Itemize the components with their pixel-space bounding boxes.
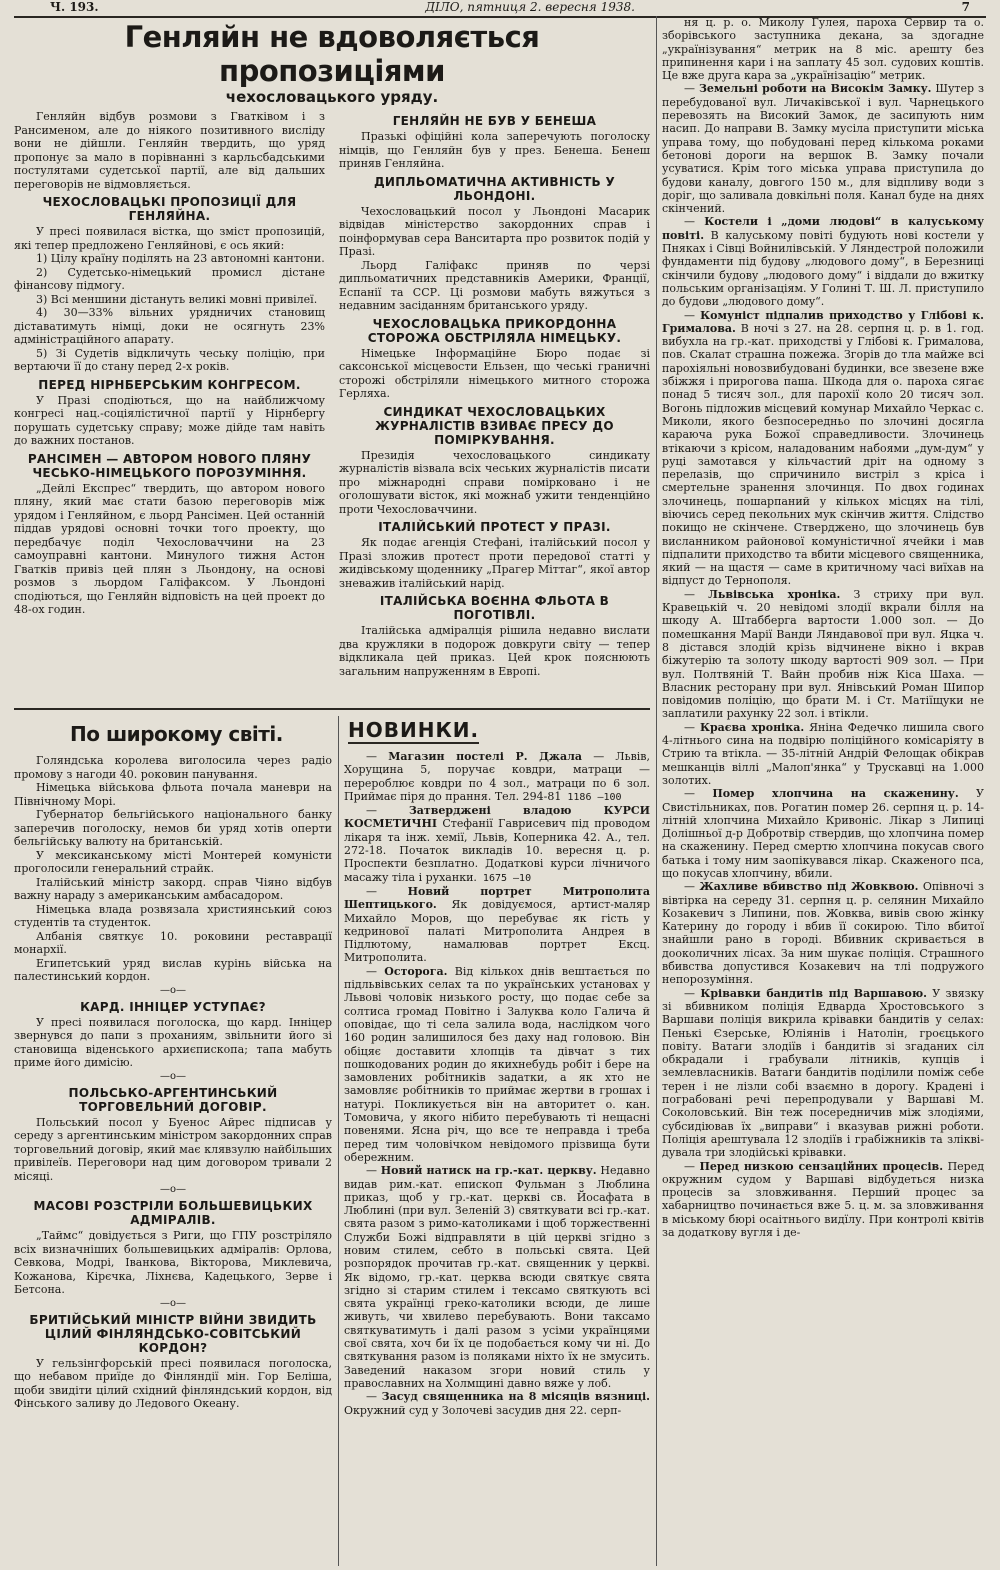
- item-dash: —: [684, 720, 700, 734]
- novynky-section: [344, 714, 650, 1417]
- paragraph: У гельзінгфорській пресі появилася поголоска, що небавом приїде до Фінляндії мін. Гор Беліша, щоби звидіти цілий східний фінляндський кордон, від Фінського заливу до Ледового Океану.: [14, 1356, 332, 1410]
- item-dash: —: [366, 1390, 382, 1404]
- article-heading: СИНДИКАТ ЧЕХОСЛОВАЦЬКИХ ЖУРНАЛІСТІВ ВЗИВАЄ ПРЕСУ ДО ПОМІРКУВАННЯ.: [375, 404, 614, 447]
- paragraph: Італійська адміралція рішила недавно вислати два кружляки в подорож довкруги світу — тепер відкликала цей приказ. Цей крок пояснюють загальним напруженням в Европі.: [339, 624, 650, 678]
- item-dash: —: [684, 308, 701, 322]
- item-dash: —: [366, 964, 385, 978]
- paragraph: Німецька влада розвязала християнський союз студентів та студенток.: [14, 902, 332, 929]
- news-item: [662, 82, 984, 215]
- world-section: [14, 714, 332, 1411]
- item-dash: —: [684, 1159, 700, 1173]
- column-rule: [338, 716, 339, 1566]
- item-dash: —: [684, 787, 713, 801]
- news-item: [662, 588, 984, 721]
- subheadline: чехословацького уряду.: [225, 88, 439, 106]
- item-dash: —: [366, 1164, 381, 1178]
- separator: —o—: [159, 1184, 187, 1195]
- lead-column-2: [339, 110, 650, 678]
- item-title: Крівавки бандитів під Варшавою.: [700, 986, 927, 1000]
- paragraph: 3) Всі меншини дістануть великі мовні привілеї.: [36, 292, 318, 306]
- right-column: [662, 16, 984, 1239]
- item-title: Засуд священника на 8 місяців вязниці.: [381, 1390, 650, 1404]
- paragraph: Албанія святкує 10. роковини реставрації монархії.: [14, 929, 332, 956]
- separator: —o—: [159, 984, 187, 996]
- paragraph: У пресі появилася поголоска, що кард. Інніцер звернувся до папи з проханиям, звільнити його зі становища віденського архиєпископа; тапа мабуть приме його димісію.: [14, 1015, 332, 1069]
- paragraph: 4) 30—33% вільних урядничих становищ діставатимуть німці, доки не осягнуть 23% адміністраційного апарату.: [14, 306, 325, 346]
- lead-column-1: [14, 110, 325, 678]
- article-heading: МАСОВІ РОЗСТРІЛИ БОЛЬШЕВИЦЬКИХ АДМІРАЛІВ.: [33, 1199, 313, 1227]
- paragraph: Льорд Галіфакс приняв по черзі дипльоматичних представників Америки, Франції, Еспанії та ССР. Ці розмови мабуть вяжуться з недавним засіданням британського уряду.: [339, 258, 650, 312]
- article-heading: ІТАЛІЙСЬКА ВОЄННА ФЛЬОТА В ПОГОТІВЛІ.: [379, 594, 610, 622]
- column-rule: [656, 16, 657, 1566]
- news-item: [344, 965, 650, 1164]
- section-divider: [14, 708, 650, 710]
- separator: —o—: [159, 1297, 187, 1309]
- paragraph: Египетський уряд вислав курінь війська на палестинський кордон.: [14, 956, 332, 983]
- item-dash: —: [684, 215, 705, 229]
- item-text: В ночі з 27. на 28. серпня ц. р. в 1. год. вибухла на гр.-кат. приходстві у Глібові к. Грималова, пов. Скалат страшна пожежа. Згорів до тла майже всі парохіяльні новозвибудовані будинки, все звезене вже збіжжя і прирогова паша. Шкода для о. пароха сягає понад 5 тисяч зол., для парохії коло 20 тисяч зол. Вогонь підложив місцевий комунар Михайло Черкас с. Миколи, якого безпосередньо по злочині досягла караюча рука Божої справедливости. Злочинець втікаючи з крісом, наладованим набоями „дум-дум“ у руці замотався у кільчастий дріт на одному з перелазів, що спричинило вистріл з кріса і смертельне зранення злочинця. По двох годинах злочинець, пошарпаний у кількох місцях на тілі, віючись серед пекольних мук скінчив життя. Слідство покищо не скінчене. Стверджено, що злочинець був висланником районової комуністичної ячейки і мав підпалити приходство та вбити місцевого священника, який — на щастя — саме в критичному часі виїхав на відпуст до Тернополя.: [662, 321, 985, 588]
- item-title: Земельні роботи на Високім Замку.: [698, 82, 932, 96]
- item-title: Затверджені владою КУРСИ КОСМЕТИЧНІ: [344, 804, 650, 831]
- article-heading: ПОЛЬСЬКО-АРГЕНТИНСЬКИЙ ТОРГОВЕЛЬНИЙ ДОГОВІР.: [68, 1085, 278, 1114]
- page-number: Ч. 193.: [50, 0, 99, 14]
- article-heading: ІТАЛІЙСЬКИЙ ПРОТЕСТ У ПРАЗІ.: [378, 520, 611, 534]
- item-dash: —: [684, 82, 699, 96]
- news-item: [344, 885, 650, 965]
- item-text: Стефанії Гаврисевич під проводом лікаря та інж. хемії, Львів, Коперника 42. А., тел. 272-18. Початок викладів 10. вересня ц. р. Проспекти безплатно. Додаткові курси лічничого масажу тіла і руханки.: [344, 817, 650, 884]
- news-item: [662, 721, 984, 787]
- item-title: Краєва хроніка.: [699, 720, 805, 734]
- ad-code: 1675 —10: [476, 872, 532, 884]
- item-dash: —: [684, 986, 701, 1000]
- paragraph: У Празі сподіються, що на найближчому конгресі нац.-соціялістичної партії у Нірнбергу порушать судетську справу; може дійде там навіть до важних постанов.: [14, 393, 325, 447]
- item-text: Яніна Федечко лишила свого 4-літнього сина на подвірю поліційного комісаріяту в Стрию та втікла. — 35-літній Андрій Фелощак обікрав мешканців віллі „Малоп'янка“ у Трускавці на 1.000 золотих.: [662, 720, 985, 787]
- paragraph: „Дейлі Експрес“ твердить, що автором нового пляну, який має стати базою переговорів між урядом і Генляйном, є льорд Рансімен. Цей останній піддав урядові основні точки того проекту, що передбачує поділ Чехословаччини на 23 самоуправні кантони. Минулого тижня Астон Гватків привіз цей плян з Льондону, на основі розмов з льордом Галіфаксом. У Льондоні сподіються, що Генляйн відповість на цей проект до 48-ох годин.: [14, 481, 325, 616]
- novynky-title: НОВИНКИ.: [348, 718, 480, 742]
- item-dash: —: [366, 884, 408, 898]
- paragraph: Голяндська королева виголосила через радіо промову з нагоди 40. роковин панування.: [14, 754, 332, 781]
- news-item: [344, 1390, 650, 1417]
- news-item: [662, 880, 984, 986]
- lead-article: [14, 16, 650, 678]
- paragraph: Як подає агенція Стефані, італійський посол у Празі зложив протест проти передової статті у жидівському щоденнику „Прагер Міттаг“, якої автор зневажив італійський нарід.: [339, 536, 650, 590]
- item-title: Львівська хроніка.: [708, 587, 841, 601]
- paragraph: „Таймс“ довідується з Риги, що ГПУ розстріляло всіх визначніших большевицьких адміралів: Орлова, Севкова, Модрі, Іванкова, Вікторова, Миклевича, Кожанова, Кірєчка, Ліхнєва, Кадецького, Зерве і Бетсона.: [14, 1229, 332, 1296]
- article-heading: КАРД. ІННІЦЕР УСТУПАЄ?: [80, 999, 266, 1014]
- world-title: По широкому світі.: [70, 722, 283, 746]
- item-text: У звязку зі вбивником поліція Едварда Хростовського з Варшави поліція викрила крівавки бандитів у селах: Пенькі Єзерське, Юліянів і Натолін, гроєцького повіту. Ватаги злодіїв і бандитів зі згаданих сіл обкрадали і грабували літників, купців і землевласників. Ватаги бандитів поділили поміж себе терен і не лізли собі взаємно в дорогу. Крадені і пограбовані речі перепродували у Варшаві М. Соколовський. Він теж посередничив між злодіями, субсидіював їх „виправи“ і вказував рижні роботи. Поліція арештувала 12 злодіїв і грабіжників та зліквідувала три злодійські крівавки.: [662, 986, 985, 1160]
- item-text: Перед окружним судом у Варшаві відбудеться низка процесів за зловживання. Перший процес за хабарництво починається вже 5. ц. м. за зловживання в міському бюрі осаітнього видїлу. При контролі квітів за додаткову вугля і де-: [662, 1159, 985, 1240]
- article-heading: РАНСІМЕН — АВТОРОМ НОВОГО ПЛЯНУ ЧЕСЬКО-НІМЕЦЬКОГО ПОРОЗУМІННЯ.: [27, 451, 312, 480]
- paragraph: 1) Цілу країну поділять на 23 автономні кантони.: [36, 252, 325, 265]
- paragraph: Празькі офіційні кола заперечують поголоску німців, що Генляйн був у през. Бенеша. Бенеш приняв Генляйна.: [339, 130, 650, 170]
- item-title: Новий портрет Митрополита Шептицького.: [344, 884, 650, 912]
- date-line: ДІЛО, пятниця 2. вересня 1938.: [425, 0, 635, 14]
- news-item: [662, 16, 984, 82]
- paragraph: Італійський міністр закорд. справ Чіяно відбув важну нараду з американським амбасадором.: [14, 875, 332, 902]
- paragraph: Німецьке Інформаційне Бюро подає зі саксонської місцевости Ельзен, що чеські граничні сторожі обстріляли німецького митного сторожа Герляха.: [339, 346, 650, 400]
- paragraph: Генляйн відбув розмови з Гватківом і з Рансименом, але до ніякого позитивного вислідy вони не дійшли. Генляйн твердить, що уряд пропонує за мало в порівнанні з карльсбадськими постулятами судетської партії, але від дальших переговорів не відмовляється.: [14, 110, 325, 191]
- paragraph: Німецька військова фльота почала маневри на Північному Морі.: [14, 781, 332, 808]
- article-heading: БРИТІЙСЬКИЙ МІНІСТР ВІЙНИ ЗВИДИТЬ ЦІЛИЙ ФІНЛЯНДСЬКО-СОВІТСЬКИЙ КОРДОН?: [29, 1312, 317, 1355]
- item-title: Костели і „доми людові“ в калуському повіті.: [662, 215, 984, 242]
- item-text: Окружний суд у Золочеві засудив дня 22. серп-: [344, 1403, 622, 1417]
- novynky-items: [344, 750, 650, 1417]
- item-title: Перед низкою сензаційних процесів.: [699, 1159, 944, 1173]
- item-text: В калуському повіті будують нові костели у Пняках і Сівці Войнилівській. У Ляндестрой положили фундаменти під будову „людового дому“, в Березниці скінчили будову „людового дому“ і віддали до вжитку польським організаціям. У Голині Т. Ш. Л. приступило до будови „людового дому“.: [662, 228, 984, 309]
- item-dash: —: [684, 587, 709, 601]
- paragraph: 5) Зі Судетів відкличуть чеську поліцію, при вертаючи її до стану перед 2-х років.: [14, 346, 325, 373]
- paragraph: Польський посол у Буенос Айрес підписав у середу з аргентинським міністром закордонних справ торговельний договір, який має клявзулю найбільших привілеїв. Переговори над цим договором тривали 2 місяці.: [14, 1115, 332, 1183]
- paragraph: Президія чехословацького синдикату журналістів візвала всіх чеських журналістів писати про міжнародні справи поміркованo і не оголошувати вісток, які можнаб ужити тенденційно проти Чехословаччини.: [339, 448, 650, 516]
- item-text: Шутер з перебудованої вул. Личаківської і вул. Чарнецького перевозять на Високий Замок, де засипують ним насип. До направи В. Замку мусіла приступити міська управа тому, що побудовані перед кількома роками бетонові дороги на вершок В. Замку почали усуватися. Крім того міська управа приступила до будови каналу, довгого 150 м., для відпливу води з доріг, що заливала довкільні поля. Канал буде на днях скінчений.: [662, 82, 985, 216]
- article-heading: ЧЕХОСЛОВАЦЬКІ ПРОПОЗИЦІЇ ДЛЯ ГЕНЛЯЙНА.: [42, 195, 297, 223]
- item-text: ня ц. р. о. Миколу Гулея, пароха Сервир та о. зборівського заступника декана, за здогадне „українізування“ метрик на 8 міс. арешту без припинення кари і на заплату 45 зол. судових коштів. Це вже друга кара за „українізацію“ метрик.: [662, 16, 984, 83]
- item-dash: —: [684, 880, 700, 894]
- item-title: Новий натиск на гр.-кат. церкву.: [380, 1164, 597, 1178]
- item-title: Помер хлопчина на скаженину.: [712, 787, 959, 801]
- item-title: Жахливе вбивство під Жовквою.: [699, 880, 919, 894]
- paragraph: У пресі появилася вістка, що зміст пропозицій, які тепер предложено Генляйнові, є ось який:: [14, 225, 325, 252]
- paragraph: 2) Судетсько-німецький промисл дістане фінансову підмогу.: [14, 265, 325, 292]
- item-title: Магазин постелі Р. Джала: [388, 750, 583, 763]
- news-item: [662, 987, 984, 1160]
- corner-mark: 7: [961, 0, 970, 14]
- item-title: Комуніст підпалив приходство у Глібові к. Грималова.: [662, 308, 985, 335]
- news-item: [662, 309, 984, 588]
- item-text: Як довідуємося, артист-маляр Михайло Моров, що перебуває як гість у кедринової палаті Митрополита Андрея в Підлютому, намалював портрет Ексц. Митрополита.: [344, 898, 651, 965]
- headline: Генляйн не вдоволяється пропозиціями: [124, 20, 540, 88]
- right-items: [662, 16, 984, 1239]
- world-items: [14, 754, 332, 1411]
- news-item: [344, 750, 650, 804]
- article-heading: ДИПЛЬОМАТИЧНА АКТИВНІСТЬ У ЛЬОНДОНІ.: [373, 174, 616, 203]
- paragraph: Губернатор бельгійського національного банку заперечив поголоску, немов би уряд хотів оперти бельгійську валюту на британській.: [14, 808, 332, 848]
- item-text: Від кількох днів вештається по підльвівських селах та по українських установах у Львові чоловік низького росту, що подає себе за солтиса громад Повітно і Залуква коло Галича й оповідає, що ті села залила вода, наслідком чого 160 родин залишилося без даху над головою. Він обіцяє доставити хлопців та дівчат з тих пошкодованих родин до якихнебудь робіт і бере на замовлених робітників задатки, а як хто не замовляє робітників тo приймає жертви в грошах і натурі. Покликується він на авторитет о. кан. Томовича, у якого нібито перебувають ті нещасні повенями. Ясна річ, що все те неправда і треба перед тим чоловічком невідомого прізвища бути обережним.: [344, 964, 651, 1164]
- item-dash: —: [366, 750, 389, 763]
- news-item: [344, 1164, 650, 1390]
- item-title: Осторога.: [384, 964, 448, 978]
- paragraph: У мексиканському місті Монтерей комуністи проголосили генеральний страйк.: [14, 848, 332, 875]
- news-item: [662, 1160, 984, 1240]
- paragraph: Чехословацький посол у Льондоні Масарик відвідав міністерство закордонних справ і поінформував сера Ванситарта про розвиток подій у Празі.: [339, 204, 650, 258]
- article-heading: ГЕНЛЯЙН НЕ БУВ У БЕНЕША: [392, 114, 597, 128]
- news-item: [662, 787, 984, 880]
- item-dash: —: [366, 804, 409, 818]
- item-text: Опівночі з вівтірка на середу 31. серпня ц. р. селянин Михайло Козакевич з Липини, пов. Жовква, вивів свою жінку Катерину до городу і вбив її сокирою. Тіло вбитої знайшли рано в городі. Вбивник скривається в дооколичних лісах. За ним шукає поліція. Страшного вбивства допустився Козакевич на тлі подружого непорозуміння.: [662, 880, 984, 987]
- news-item: [344, 804, 650, 885]
- item-text: Недавно видав рим.-кат. епископ Фульман з Люблина приказ, щоб у гр.-кат. церкві св. Йосафата в Люблині (при вул. Зеленій 3) святкувати всі гр.-кат. свята разом з римо-католиками і щоб торжественні Служби Божі відправляти в цій церкві згідно з новим стилем, себто в польські свята. Цей розпорядок прочитав гр.-кат. священник у церкві. Як відомо, гр.-кат. церква всюди святкує свята згідно зі старим стилем і тексамо святкують всі свята українці греко-католики всюди, де лише живуть, чи хвилево перебувають. Вони таксамо святкуватимуть і далі разом з усіми українцями свої свята, хоч би їх це подобається кому чи ні. До святкування разом із поляками ніхто їх не змусить. Заведений наказом згори новий стиль у православних на Холмщині давно вяже у лоб.: [344, 1164, 650, 1390]
- article-heading: ПЕРЕД НІРНБЕРСЬКИМ КОНГРЕСОМ.: [38, 377, 301, 392]
- item-text: У Свистільниках, пов. Рогатин помер 26. серпня ц. р. 14-літній хлопчина Михайло Кривоніс. Лікар з Липиці Долішньої д-р Добротвір ствердив, що хлопчина помер на скаженину. Перед смертю хлопчина покусав свого батька і тому ним заопікувався лікар. Скаженого пса, що покусав хлопчину, вбили.: [662, 787, 984, 880]
- news-item: [662, 215, 984, 308]
- separator: —o—: [159, 1070, 187, 1082]
- article-heading: ЧЕХОСЛОВАЦЬКА ПРИКОРДОННА СТОРОЖА ОБСТРІЛЯЛА НІМЕЦЬКУ.: [367, 316, 622, 345]
- item-text: З стриху при вул. Кравецькій ч. 20 невідомі злодії вкрали білля на шкоду А. Штабберга вартости 1.000 зол. — До помешкання Марії Ванди Ляндавової при вул. Яцка ч. 8 дістався злодій крізь відчинене вікно і вкрав біжутерію та золоту шкоду вартості 909 зол. — При вул. Полтвяній Т. Вайн пробив ніж Кіса Шаха. — Власник ресторану при вул. Янівський Роман Шипор повідомив поліцію, що брати М. і Ст. Матіїщуки не заплатили рахунку 22 зол. і втікли.: [662, 587, 984, 721]
- ad-code: 1186 —100: [561, 791, 622, 803]
- item-text: — Львів, Хорущина 5, поручає ковдри, матраци — перероблює ковдри по 4 зол., матраци по 6 зол. Приймає піря до прання. Тел. 294-81: [344, 750, 650, 803]
